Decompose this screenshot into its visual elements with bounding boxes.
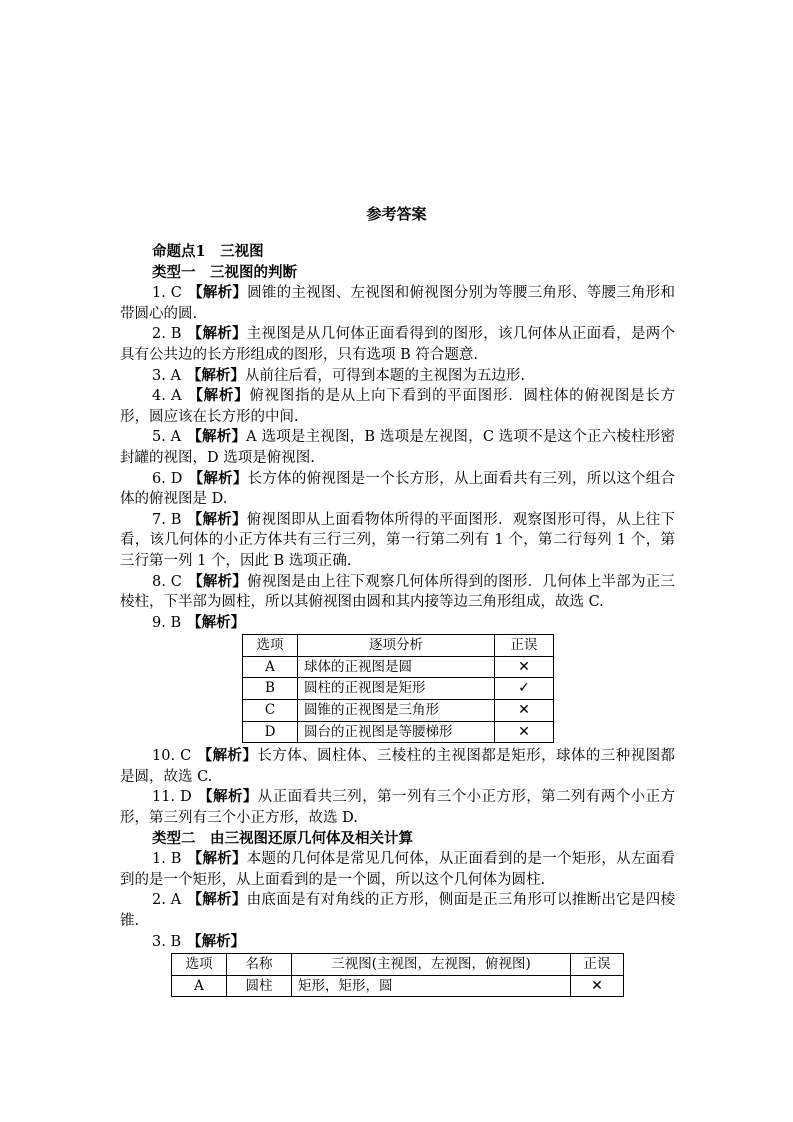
table-cell-analysis: 圆锥的正视图是三角形 [298,700,495,722]
table-row [243,721,554,743]
answer-item: 3. B 【解析】 [152,932,246,950]
type1-heading: 类型一 三视图的判断 [152,263,297,281]
answer-item: 7. B 【解析】俯视图即从上面看物体所得的平面图形．观察图形可得，从上往下看，该几何体的小正方体共有三行三列，第一行第二列有 1 个，第二行每列 1 个，第三行第一列 1 个，因此 B 选项正确. [120,510,676,569]
table-cell-views: 矩形，矩形，圆 [292,975,571,997]
table-cell-option: D [243,721,298,743]
cross-mark-icon: ✕ [495,656,554,678]
table-header-cell: 名称 [227,954,292,976]
table-cell-option: A [243,656,298,678]
answer-item: 8. C 【解析】俯视图是由上往下观察几何体所得到的图形．几何体上半部为正三棱柱，下半部为圆柱，所以其俯视图由圆和其内接等边三角形组成，故选 C. [120,572,676,611]
answer-item: 2. B 【解析】主视图是从几何体正面看得到的图形，该几何体从正面看，是两个具有公共边的长方形组成的图形，只有选项 B 符合题意. [120,325,676,363]
table-header-cell: 选项 [243,635,298,657]
table-header-row [243,635,554,657]
table-header-cell: 正误 [495,635,554,657]
table-cell-analysis: 圆台的正视图是等腰梯形 [298,721,495,743]
answer-item: 2. A 【解析】由底面是有对角线的正方形，侧面是正三角形可以推断出它是四棱锥. [120,891,676,929]
proposition-heading: 命题点1 三视图 [152,243,264,260]
type2-heading: 类型二 由三视图还原几何体及相关计算 [152,829,413,847]
answer-item: 1. B 【解析】本题的几何体是常见几何体，从正面看到的是一个矩形，从左面看到的是一个矩形，从上面看到的是一个圆，所以这个几何体为圆柱. [120,850,676,888]
answer-item: 9. B 【解析】 [152,613,246,631]
table-cell-analysis: 球体的正视图是圆 [298,656,495,678]
table-row [243,678,554,700]
cross-mark-icon: ✕ [571,975,624,997]
page-title: 参考答案 [366,205,427,223]
table-row [243,656,554,678]
analysis-table-1 [242,634,554,743]
cross-mark-icon: ✕ [495,700,554,722]
table-cell-name: 圆柱 [227,975,292,997]
cross-mark-icon: ✕ [495,721,554,743]
answer-item: 5. A 【解析】A 选项是主视图，B 选项是左视图，C 选项不是这个正六棱柱形密封罐的视图，D 选项是俯视图. [120,428,676,466]
answer-item: 4. A 【解析】俯视图指的是从上向下看到的平面图形．圆柱体的俯视图是长方形，圆应该在长方形的中间. [120,387,676,425]
table-cell-option: B [243,678,298,700]
table-header-row [172,954,624,976]
table-cell-analysis: 圆柱的正视图是矩形 [298,678,495,700]
answer-item: 3. A 【解析】从前往后看，可得到本题的主视图为五边形. [152,366,526,384]
analysis-table-2 [171,953,624,997]
answer-item: 6. D 【解析】长方体的俯视图是一个长方形，从上面看共有三列，所以这个组合体的俯视图是 D. [120,469,676,508]
answer-item: 1. C 【解析】圆锥的主视图、左视图和俯视图分别为等腰三角形、等腰三角形和带圆心的圆. [120,284,676,322]
table-cell-option: A [172,975,227,997]
table-header-cell: 正误 [571,954,624,976]
table-row [172,975,624,997]
answer-item: 10. C 【解析】长方体、圆柱体、三棱柱的主视图都是矩形，球体的三种视图都是圆，故选 C. [120,747,676,785]
table-header-cell: 逐项分析 [298,635,495,657]
table-cell-option: C [243,700,298,722]
table-header-cell: 选项 [172,954,227,976]
answer-content [120,242,675,997]
answer-item: 11. D 【解析】从正面看共三列，第一列有三个小正方形，第二列有两个小正方形，第三列有三个小正方形，故选 D. [120,788,676,827]
table-header-cell: 三视图(主视图，左视图，俯视图) [292,954,571,976]
check-mark-icon: ✓ [495,678,554,700]
table-row [243,700,554,722]
